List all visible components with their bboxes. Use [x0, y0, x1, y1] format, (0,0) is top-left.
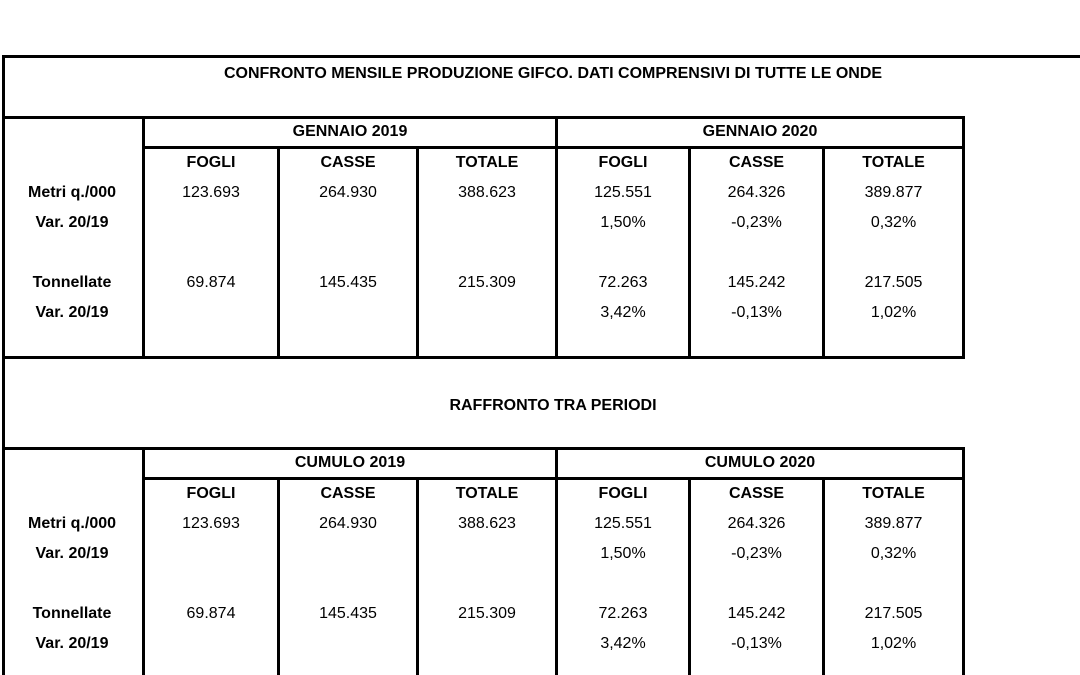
cell-var_tonnellate: 3,42% [600, 304, 646, 321]
row-label-metri: Metri q./000 [27, 184, 117, 201]
cell-metri: 388.623 [458, 515, 516, 532]
cell-tonnellate: 215.309 [458, 605, 516, 622]
cell-metri: 389.877 [864, 184, 923, 201]
cell-var_metri: 1,50% [600, 545, 646, 562]
cell-tonnellate: 72.263 [598, 605, 648, 622]
section-title-periods: RAFFRONTO TRA PERIODI [449, 397, 657, 414]
column-label: CASSE [320, 154, 376, 171]
table-top-border [2, 447, 965, 450]
column-label: TOTALE [455, 485, 519, 502]
cell-tonnellate: 69.874 [186, 274, 236, 291]
group-header-right: CUMULO 2020 [704, 454, 816, 471]
column-label: TOTALE [862, 154, 925, 171]
column-divider [822, 146, 825, 359]
column-divider [416, 477, 419, 675]
column-label: FOGLI [598, 154, 648, 171]
cell-tonnellate: 72.263 [598, 274, 648, 291]
cell-tonnellate: 217.505 [864, 274, 923, 291]
table-bottom-border [2, 356, 965, 359]
cell-tonnellate: 69.874 [186, 605, 236, 622]
cell-var_metri: -0,23% [731, 545, 782, 562]
column-label: CASSE [728, 154, 785, 171]
cell-var_metri: -0,23% [731, 214, 782, 231]
column-label: FOGLI [186, 485, 236, 502]
cell-metri: 264.326 [727, 184, 786, 201]
cell-tonnellate: 145.435 [319, 605, 377, 622]
cell-var_metri: 0,32% [870, 545, 917, 562]
column-label: FOGLI [186, 154, 236, 171]
cell-var_tonnellate: 1,02% [870, 635, 917, 652]
cell-metri: 123.693 [182, 184, 240, 201]
cell-metri: 264.930 [319, 515, 377, 532]
cell-var_tonnellate: 1,02% [870, 304, 917, 321]
outer-border-top [2, 55, 1080, 58]
group-header-divider [142, 477, 965, 480]
cell-var_tonnellate: 3,42% [600, 635, 646, 652]
column-label: CASSE [320, 485, 376, 502]
column-label: CASSE [728, 485, 785, 502]
row-label-tonnellate: Tonnellate [32, 274, 112, 291]
cell-var_tonnellate: -0,13% [731, 635, 782, 652]
column-label: TOTALE [862, 485, 925, 502]
column-divider [416, 146, 419, 359]
cell-tonnellate: 145.242 [727, 605, 786, 622]
group-header-divider [142, 146, 965, 149]
cell-metri: 389.877 [864, 515, 923, 532]
column-divider [277, 477, 280, 675]
report-title: CONFRONTO MENSILE PRODUZIONE GIFCO. DATI COMPRENSIVI DI TUTTE LE ONDE [223, 65, 883, 82]
table-top-border [2, 116, 965, 119]
cell-metri: 388.623 [458, 184, 516, 201]
cell-metri: 123.693 [182, 515, 240, 532]
cell-tonnellate: 145.435 [319, 274, 377, 291]
cell-var_tonnellate: -0,13% [731, 304, 782, 321]
cell-tonnellate: 145.242 [727, 274, 786, 291]
cell-var_metri: 1,50% [600, 214, 646, 231]
group-header-left: CUMULO 2019 [294, 454, 406, 471]
column-label: FOGLI [598, 485, 648, 502]
cell-tonnellate: 217.505 [864, 605, 923, 622]
group-header-right: GENNAIO 2020 [702, 123, 818, 140]
cell-tonnellate: 215.309 [458, 274, 516, 291]
outer-border-left [2, 55, 5, 675]
row-label-var1: Var. 20/19 [35, 214, 109, 231]
row-label-var2: Var. 20/19 [35, 304, 109, 321]
column-label: TOTALE [455, 154, 519, 171]
row-label-metri: Metri q./000 [27, 515, 117, 532]
cell-var_metri: 0,32% [870, 214, 917, 231]
row-label-tonnellate: Tonnellate [32, 605, 112, 622]
cell-metri: 264.326 [727, 515, 786, 532]
row-label-var1: Var. 20/19 [35, 545, 109, 562]
cell-metri: 125.551 [594, 515, 652, 532]
cell-metri: 264.930 [319, 184, 377, 201]
column-divider [277, 146, 280, 359]
row-label-var2: Var. 20/19 [35, 635, 109, 652]
column-divider [688, 146, 691, 359]
cell-metri: 125.551 [594, 184, 652, 201]
group-header-left: GENNAIO 2019 [292, 123, 408, 140]
